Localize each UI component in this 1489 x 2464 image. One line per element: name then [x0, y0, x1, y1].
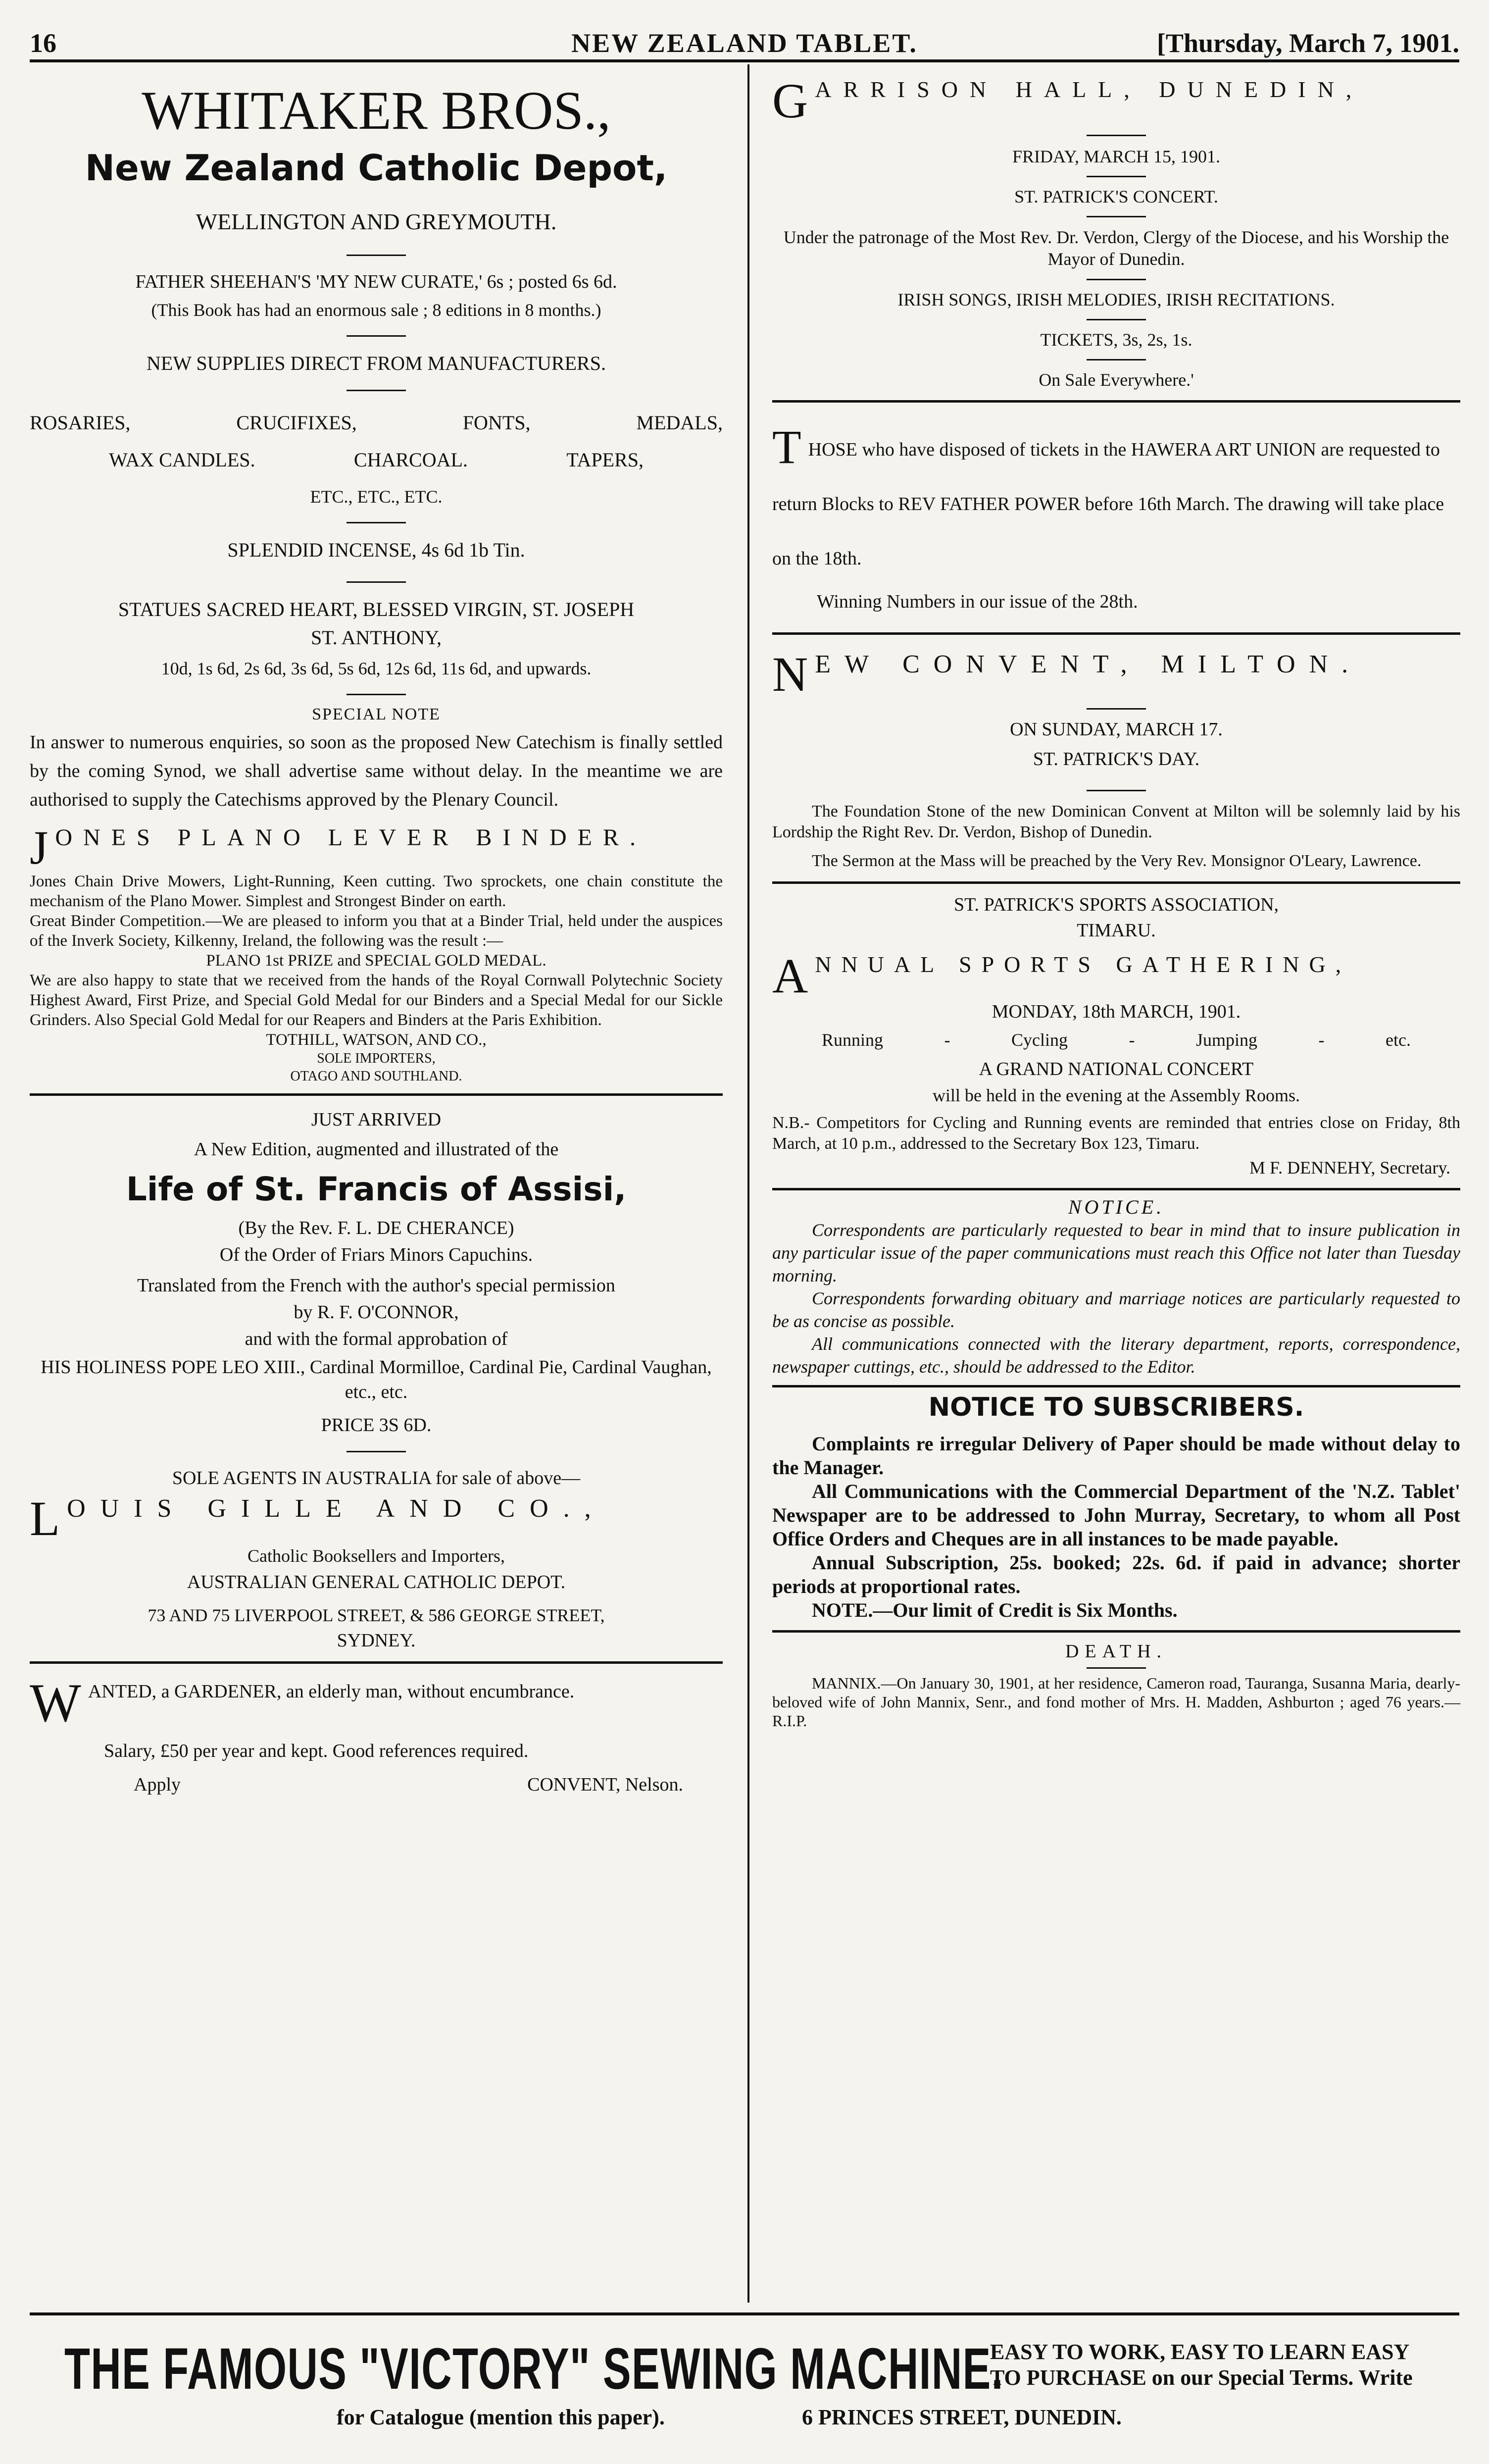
garrison-patronage: Under the patronage of the Most Rev. Dr. Verdon, Clergy of the Diocese, and his Worship the Mayor of Dunedin. [783, 227, 1449, 269]
newspaper-title: NEW ZEALAND TABLET. [571, 28, 918, 58]
sewing-machine-ad [30, 2312, 1459, 2454]
convent-date: ON SUNDAY, MARCH 17. [1010, 719, 1223, 740]
rule [1087, 1667, 1146, 1669]
address-line: 6 PRINCES STREET, DUNEDIN. [802, 2405, 1122, 2429]
dropcap: W [30, 1676, 81, 1730]
sports-heading [772, 951, 1460, 1001]
column-divider [747, 64, 749, 2303]
sewing-machine-terms [990, 2339, 1413, 2391]
wanted-ad [30, 1676, 723, 1796]
rule [1087, 279, 1146, 280]
death-title: DEATH. [1065, 1641, 1168, 1662]
sports-nb: N.B.- Competitors for Cycling and Running events are reminded that entries close on Friday, 8th March, at 10 p.m., addressed to the Secretary Box 123, Timaru. [772, 1114, 1460, 1153]
assisi-translator: by R. F. O'CONNOR, [294, 1302, 459, 1323]
rule [347, 390, 406, 391]
jones-firm: TOTHILL, WATSON, AND CO., [266, 1031, 487, 1049]
whitaker-subtitle: New Zealand Catholic Depot, [85, 147, 668, 189]
item: WAX CANDLES. [109, 449, 255, 471]
rule [347, 694, 406, 695]
notice [772, 1195, 1460, 1387]
assisi-author: (By the Rev. F. L. DE CHERANCE) [238, 1218, 514, 1238]
left-column [30, 69, 723, 1796]
special-note-text: In answer to numerous enquiries, so soon as the proposed New Catechism is finally settled by the coming Synod, we shall advertise same without delay. In the meantime we are authorised to supply the Catechisms approved by the Plenary Council. [30, 732, 723, 810]
gille-desc: Catholic Booksellers and Importers, [248, 1546, 505, 1566]
assisi-order: Of the Order of Friars Minors Capuchins. [219, 1244, 533, 1265]
sports-title: NNUAL SPORTS GATHERING, [815, 952, 1351, 977]
jones-result: PLANO 1st PRIZE and SPECIAL GOLD MEDAL. [206, 952, 546, 970]
subscribers-p3: Annual Subscription, 25s. booked; 22s. 6d. if paid in advance; shorter periods at proportional rates. [772, 1551, 1460, 1597]
convent-heading [772, 650, 1460, 699]
death-notice [772, 1641, 1460, 1730]
wanted-salary: Salary, £50 per year and kept. Good references required. [104, 1741, 529, 1761]
hawera-ad [772, 422, 1460, 635]
event: Cycling [1011, 1030, 1068, 1050]
event-separator: - [1129, 1030, 1135, 1050]
dropcap: T [772, 422, 801, 473]
gille-address: 73 AND 75 LIVERPOOL STREET, & 586 GEORGE STREET, [148, 1605, 605, 1625]
special-note-title: SPECIAL NOTE [312, 705, 441, 723]
assisi-ad [30, 1109, 723, 1452]
garrison-ad [772, 76, 1460, 403]
apply-label: Apply [134, 1774, 181, 1795]
dropcap: J [30, 824, 49, 872]
garrison-heading [772, 76, 1460, 126]
item: FONTS, [462, 411, 531, 434]
garrison-title: ARRISON HALL, DUNEDIN, [815, 77, 1364, 102]
apply-to: CONVENT, Nelson. [527, 1774, 683, 1795]
assisi-approbation: and with the formal approbation of [245, 1329, 508, 1349]
garrison-program: IRISH SONGS, IRISH MELODIES, IRISH RECITATIONS. [897, 290, 1335, 309]
dropcap: L [30, 1494, 60, 1543]
assisi-price: PRICE 3S 6D. [321, 1415, 432, 1436]
death-text: MANNIX.—On January 30, 1901, at her residence, Cameron road, Tauranga, Susanna Maria, dearly-beloved wife of John Mannix, Senr., and fond mother of Mrs. H. Madden, Ashburton ; aged 76 years.—R.I.P. [772, 1674, 1460, 1730]
supplies-line: NEW SUPPLIES DIRECT FROM MANUFACTURERS. [147, 352, 606, 374]
catalogue-line: for Catalogue (mention this paper). [337, 2405, 665, 2429]
dropcap: G [772, 76, 808, 126]
items-row [30, 411, 723, 434]
event: Jumping [1196, 1030, 1258, 1050]
terms-line-2: TO PURCHASE on our Special Terms. Write [990, 2365, 1413, 2390]
convent-ad [772, 650, 1460, 884]
gille-heading [30, 1494, 723, 1543]
sewing-machine-headline: THE FAMOUS "VICTORY" SEWING MACHINE. [64, 2336, 1004, 2402]
rule [347, 522, 406, 523]
notice-title: NOTICE. [1068, 1196, 1165, 1218]
rule [347, 581, 406, 583]
convent-title: EW CONVENT, MILTON. [815, 650, 1362, 678]
assisi-edition: A New Edition, augmented and illustrated of the [194, 1139, 559, 1160]
incense-line: SPLENDID INCENSE, 4s 6d 1b Tin. [227, 539, 525, 561]
garrison-sale: On Sale Everywhere.' [1039, 370, 1194, 390]
rule [347, 1451, 406, 1452]
garrison-tickets: TICKETS, 3s, 2s, 1s. [1040, 330, 1192, 350]
gille-city: SYDNEY. [337, 1630, 416, 1651]
garrison-date: FRIDAY, MARCH 15, 1901. [1012, 147, 1221, 166]
wanted-apply [30, 1774, 723, 1796]
whitaker-location: WELLINGTON AND GREYMOUTH. [196, 209, 557, 234]
event: etc. [1386, 1030, 1411, 1050]
issue-date: [Thursday, March 7, 1901. [1156, 28, 1459, 58]
jones-text-3: We are also happy to state that we received from the hands of the Royal Cornwall Polytechnic Society Highest Award, First Prize, and Special Gold Medal for our Binders and a Special Medal for our Sickle Grinders. Also Special Gold Medal for our Reapers and Binders at the Paris Exhibition. [30, 972, 723, 1029]
etc-line: ETC., ETC., ETC. [310, 487, 443, 507]
rule [1087, 359, 1146, 360]
items-row [30, 448, 723, 471]
notice-p3: All communications connected with the literary department, reports, correspondence, newspaper cuttings, etc., should be addressed to the Editor. [772, 1334, 1460, 1377]
book-line: FATHER SHEEHAN'S 'MY NEW CURATE,' 6s ; posted 6s 6d. [135, 271, 617, 292]
wanted-text: ANTED, a GARDENER, an elderly man, without encumbrance. [88, 1681, 575, 1702]
jones-title: ONES PLANO LEVER BINDER. [55, 824, 647, 851]
hawera-text [772, 422, 1460, 586]
rule [347, 255, 406, 256]
assisi-approvers: HIS HOLINESS POPE LEO XIII., Cardinal Mormilloe, Cardinal Pie, Cardinal Vaughan, etc., etc. [41, 1357, 712, 1402]
subscribers-p2: All Communications with the Commercial Department of the 'N.Z. Tablet' Newspaper are to be addressed to John Murray, Secretary, to whom all Post Office Orders and Cheques are in all instances to be made payable. [772, 1480, 1460, 1550]
item: MEDALS, [636, 411, 723, 434]
prices-line: 10d, 1s 6d, 2s 6d, 3s 6d, 5s 6d, 12s 6d, 11s 6d, and upwards. [161, 659, 592, 678]
convent-text-1: The Foundation Stone of the new Dominican Convent at Milton will be solemnly laid by his Lordship the Right Rev. Dr. Verdon, Bishop of Dunedin. [772, 802, 1460, 841]
wanted-heading [30, 1676, 723, 1730]
assisi-arrived: JUST ARRIVED [311, 1109, 442, 1130]
gille-ad [30, 1467, 723, 1664]
gille-agents: SOLE AGENTS IN AUSTRALIA for sale of above— [172, 1468, 581, 1489]
event-separator: - [944, 1030, 950, 1050]
garrison-event: ST. PATRICK'S CONCERT. [1014, 187, 1218, 206]
jones-ad [30, 824, 723, 1096]
subscribers-p4: NOTE.—Our limit of Credit is Six Months. [812, 1599, 1178, 1621]
jones-text-2: Great Binder Competition.—We are pleased to inform you that at a Binder Trial, held under the auspices of the Inverk Society, Kilkenny, Ireland, the following was the result :— [30, 912, 723, 950]
rule [1087, 135, 1146, 136]
sports-venue: will be held in the evening at the Assembly Rooms. [933, 1085, 1300, 1105]
assisi-translated: Translated from the French with the author's special permission [137, 1275, 615, 1296]
statues-line: STATUES SACRED HEART, BLESSED VIRGIN, ST. JOSEPH [118, 598, 635, 620]
sports-ad [772, 894, 1460, 1190]
rule [1087, 319, 1146, 320]
masthead [30, 20, 1459, 62]
whitaker-ad [30, 79, 723, 814]
hawera-body: HOSE who have disposed of tickets in the HAWERA ART UNION are requested to return Blocks to REV FATHER POWER before 16th March. The drawing will take place on the 18th. [772, 439, 1444, 569]
hawera-winning: Winning Numbers in our issue of the 28th. [817, 591, 1138, 612]
subscribers-notice [772, 1392, 1460, 1633]
jones-text-1: Jones Chain Drive Mowers, Light-Running, Keen cutting. Two sprockets, one chain constitute the mechanism of the Plano Mower. Simplest and Strongest Binder on earth. [30, 873, 723, 910]
sports-date: MONDAY, 18th MARCH, 1901. [992, 1001, 1241, 1022]
item: CRUCIFIXES, [236, 411, 357, 434]
assisi-title: Life of St. Francis of Assisi, [126, 1170, 627, 1208]
sports-concert: A GRAND NATIONAL CONCERT [979, 1059, 1254, 1079]
notice-p1: Correspondents are particularly requested to bear in mind that to insure publication in any particular issue of the paper communications must reach this Office not later than Tuesday morning. [772, 1220, 1460, 1285]
gille-depot: AUSTRALIAN GENERAL CATHOLIC DEPOT. [187, 1572, 566, 1592]
sports-secretary: M F. DENNEHY, Secretary. [1249, 1158, 1450, 1178]
page-number: 16 [30, 28, 56, 58]
item: ROSARIES, [30, 411, 131, 434]
terms-line-1: EASY TO WORK, EASY TO LEARN EASY [990, 2340, 1410, 2364]
rule [347, 335, 406, 337]
jones-heading [30, 824, 723, 872]
whitaker-name: WHITAKER BROS., [142, 80, 611, 141]
rule [1087, 216, 1146, 217]
jones-role: SOLE IMPORTERS, [317, 1051, 436, 1066]
event-separator: - [1318, 1030, 1325, 1050]
rule [1087, 790, 1146, 791]
dropcap: A [772, 951, 808, 1001]
notice-p2: Correspondents forwarding obituary and marriage notices are particularly requested to be as concise as possible. [772, 1288, 1460, 1331]
jones-region: OTAGO AND SOUTHLAND. [290, 1069, 462, 1084]
gille-name: OUIS GILLE AND CO., [67, 1494, 606, 1523]
subscribers-p1: Complaints re irregular Delivery of Paper should be made without delay to the Manager. [772, 1433, 1460, 1479]
rule [1087, 176, 1146, 177]
right-column [772, 69, 1460, 1730]
sports-assoc: ST. PATRICK'S SPORTS ASSOCIATION, [953, 894, 1279, 915]
event: Running [822, 1030, 884, 1050]
sports-town: TIMARU. [1077, 920, 1156, 941]
convent-day: ST. PATRICK'S DAY. [1033, 749, 1200, 770]
subscribers-title: NOTICE TO SUBSCRIBERS. [928, 1392, 1304, 1422]
statues-line-2: ST. ANTHONY, [310, 626, 442, 649]
book-note: (This Book has had an enormous sale ; 8 editions in 8 months.) [151, 300, 601, 320]
rule [1087, 708, 1146, 710]
item: CHARCOAL. [353, 449, 468, 471]
convent-text-2: The Sermon at the Mass will be preached by the Very Rev. Monsignor O'Leary, Lawrence. [812, 852, 1422, 870]
dropcap: N [772, 650, 808, 699]
sports-events [772, 1029, 1460, 1050]
item: TAPERS, [566, 449, 644, 471]
